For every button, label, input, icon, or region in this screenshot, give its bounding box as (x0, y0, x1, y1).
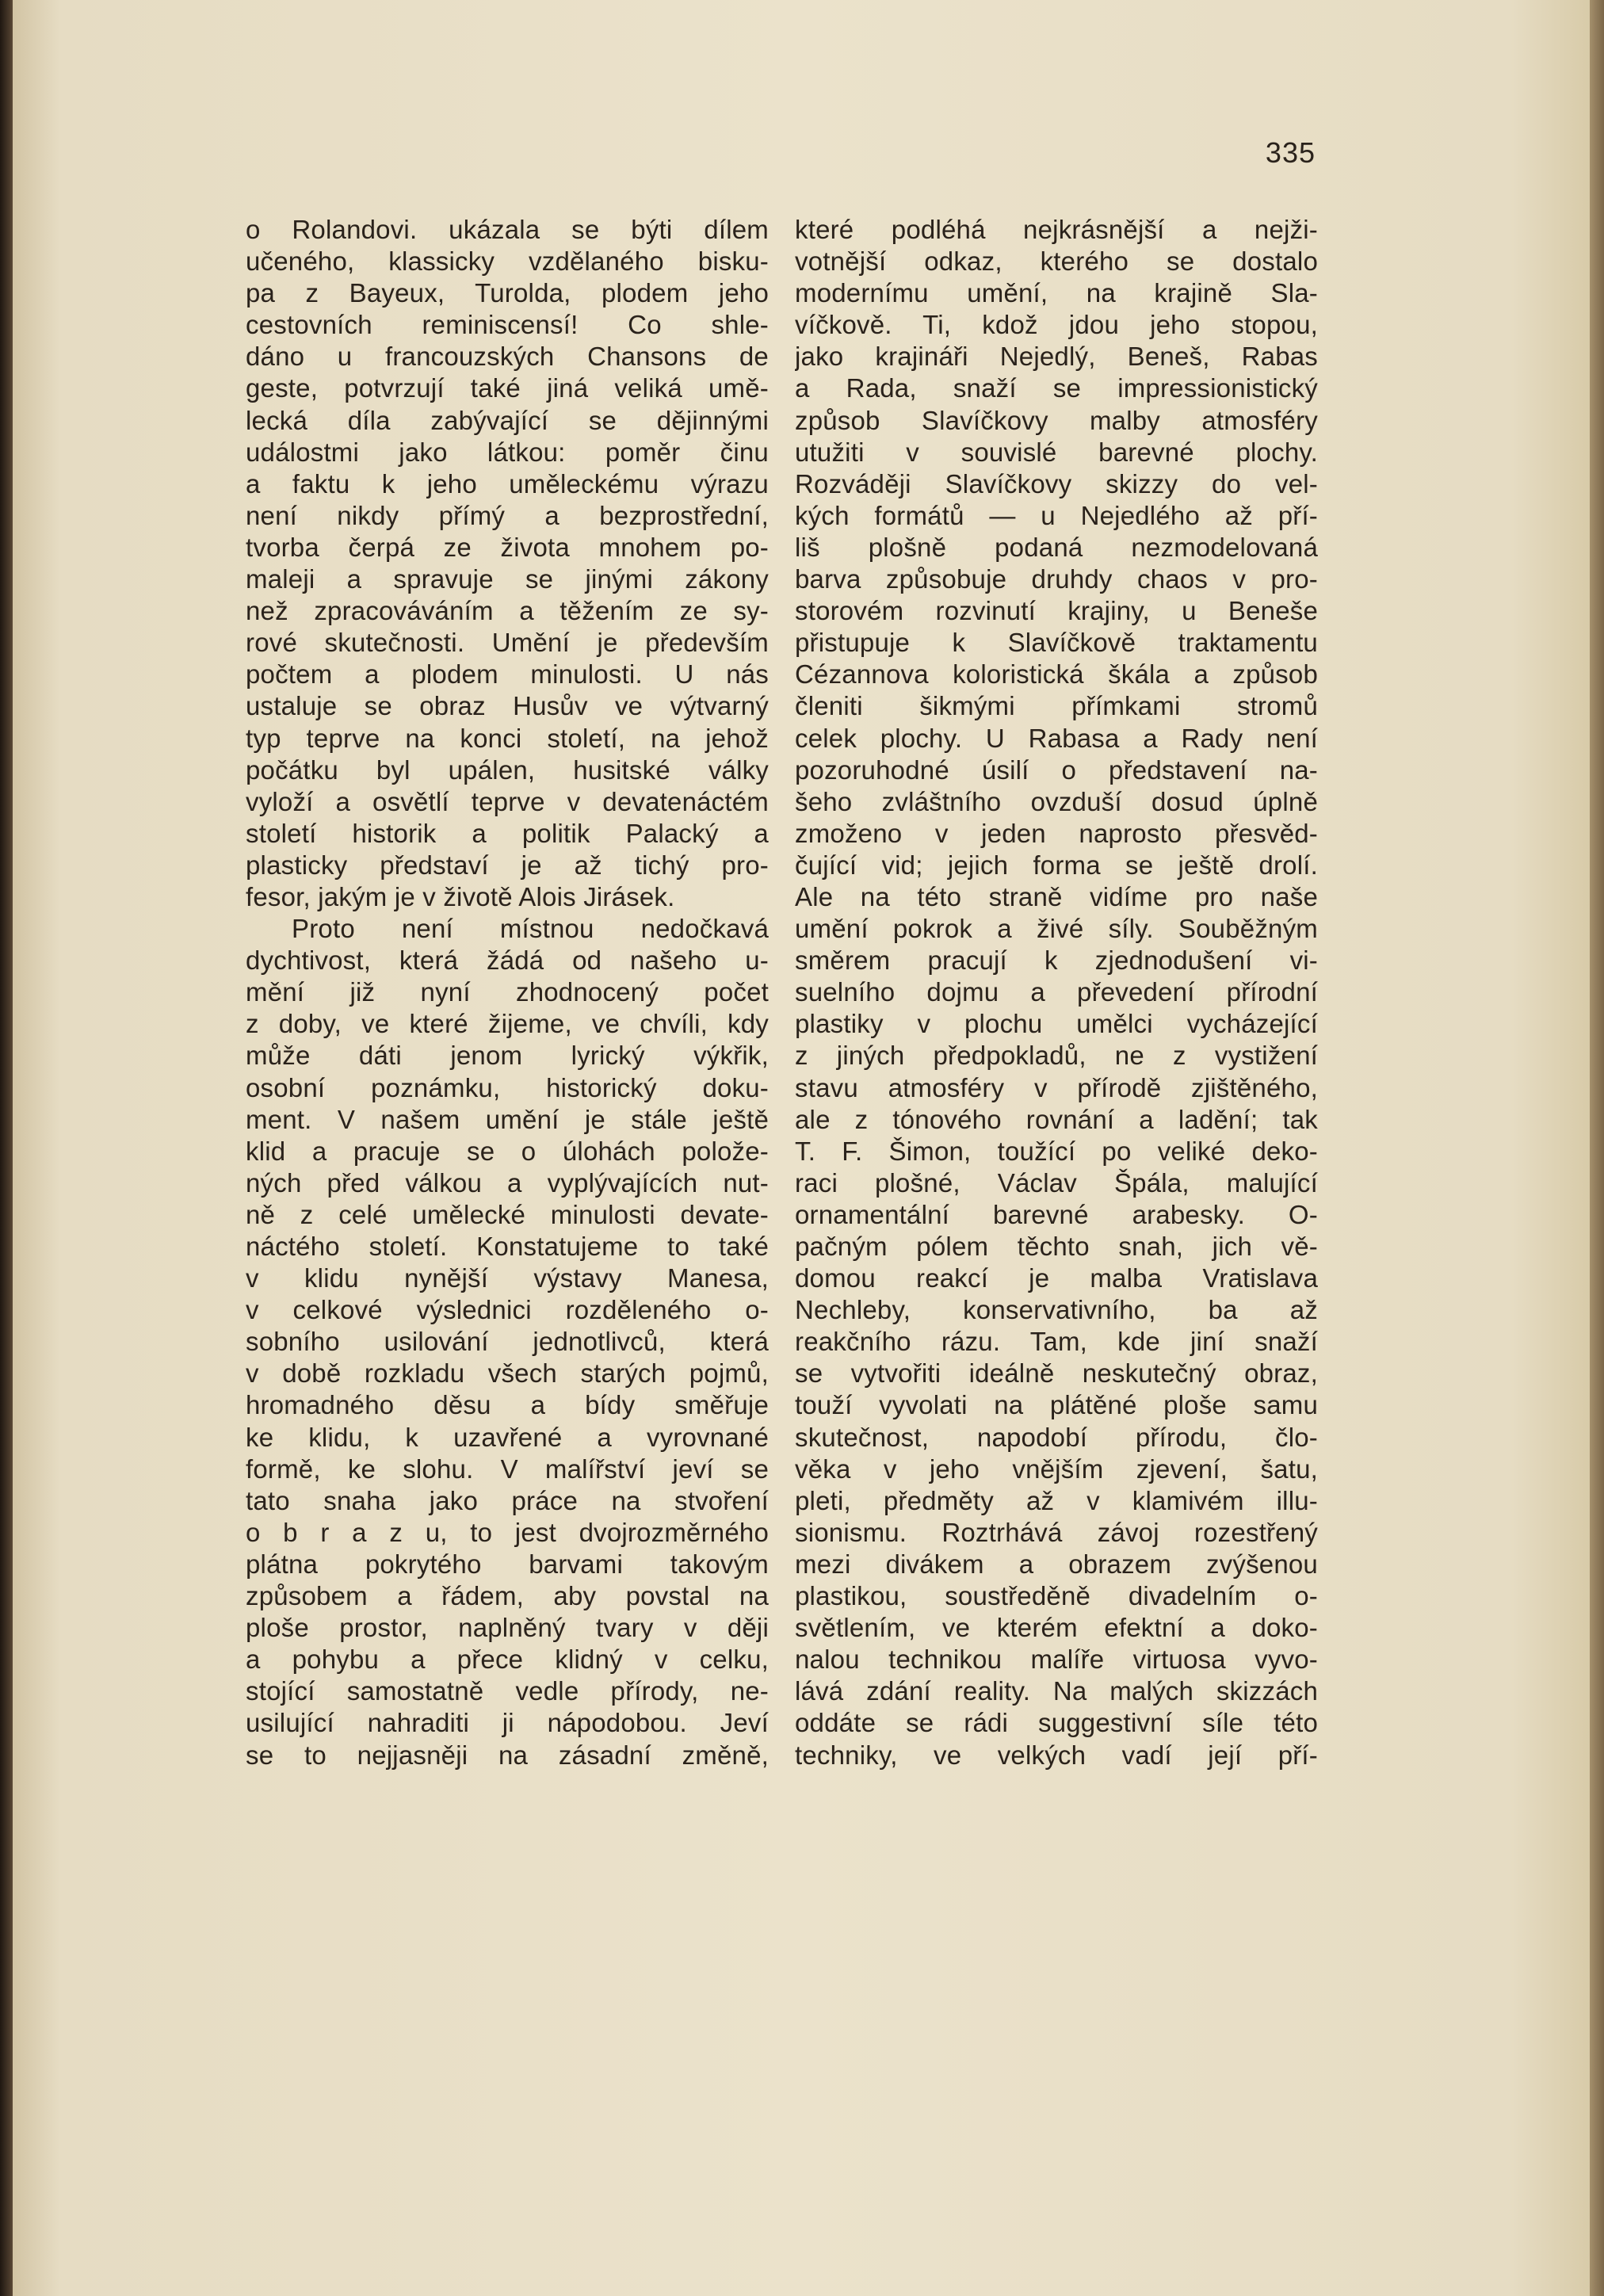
text-line: přistupuje k Slavíčkově traktamentu (795, 628, 1318, 658)
text-line: maleji a spravuje se jinými zákony (246, 564, 769, 594)
text-line: typ teprve na konci století, na jehož (246, 723, 769, 753)
text-line: modernímu umění, na krajině Sla- (795, 278, 1318, 308)
text-line: v klidu nynější výstavy Manesa, (246, 1263, 769, 1293)
text-line: tvorba čerpá ze života mnohem po- (246, 532, 769, 562)
text-line: Nechleby, konservativního, ba až (795, 1295, 1318, 1325)
text-line: suelního dojmu a převedení přírodní (795, 977, 1318, 1007)
text-line: rové skutečnosti. Umění je především (246, 628, 769, 658)
text-line: fesor, jakým je v životě Alois Jirásek. (246, 881, 675, 911)
text-line: nalou technikou malíře virtuosa vyvo- (795, 1645, 1318, 1675)
text-line: raci plošné, Václav Špála, malující (795, 1167, 1318, 1198)
text-line: Proto není místnou nedočkavá (292, 914, 769, 944)
text-line: způsobem a řádem, aby povstal na (246, 1581, 769, 1611)
text-line: dychtivost, která žádá od našeho u- (246, 946, 769, 976)
text-line: v celkové výslednici rozděleného o- (246, 1295, 769, 1325)
text-line: ploše prostor, naplněný tvary v ději (246, 1613, 769, 1643)
page-number: 335 (1265, 136, 1316, 169)
text-line: počátku byl upálen, husitské války (246, 755, 769, 785)
text-line: techniky, ve velkých vadí její pří- (795, 1740, 1318, 1770)
text-line: o b r a z u, to jest dvojrozměrného (246, 1517, 769, 1547)
text-line: z jiných předpokladů, ne z vystižení (795, 1041, 1318, 1071)
text-line: směrem pracují k zjednodušení vi- (795, 946, 1318, 976)
text-line: mění již nyní zhodnocený počet (246, 977, 769, 1007)
text-line: a pohybu a přece klidný v celku, (246, 1645, 769, 1675)
text-line: ně z celé umělecké minulosti devate- (246, 1199, 769, 1229)
text-line: událostmi jako látkou: poměr činu (246, 437, 769, 467)
text-line: liš plošně podaná nezmodelovaná (795, 532, 1318, 562)
text-line: členiti šikmými přímkami stromů (795, 691, 1318, 721)
text-line: pačným pólem těchto snah, jich vě- (795, 1232, 1318, 1261)
text-line: se vytvořiti ideálně neskutečný obraz, (795, 1358, 1318, 1389)
text-line: a Rada, snaží se impressionistický (795, 373, 1318, 403)
text-line: ment. V našem umění je stále ještě (246, 1104, 769, 1134)
text-line: plastiky v plochu umělci vycházející (795, 1009, 1318, 1039)
text-line: storovém rozvinutí krajiny, u Beneše (795, 596, 1318, 626)
text-line: klid a pracuje se o úlohách polože- (246, 1136, 769, 1166)
text-line: ustaluje se obraz Husův ve výtvarný (246, 691, 769, 721)
text-line: způsob Slavíčkovy malby atmosféry (795, 405, 1318, 435)
text-line: pa z Bayeux, Turolda, plodem jeho (246, 278, 769, 308)
text-line: Cézannova koloristická škála a způsob (795, 659, 1318, 690)
text-line: o Rolandovi. ukázala se býti dílem (246, 215, 769, 244)
text-line: plasticky představí je až tichý pro- (246, 850, 769, 880)
text-line: domou reakcí je malba Vratislava (795, 1263, 1318, 1293)
text-line: barva způsobuje druhdy chaos v pro- (795, 564, 1318, 594)
text-line: náctého století. Konstatujeme to také (246, 1232, 769, 1261)
text-line: Ale na této straně vidíme pro naše (795, 881, 1318, 911)
text-line: víčkově. Ti, kdož jdou jeho stopou, (795, 310, 1318, 340)
text-line: dáno u francouzských Chansons de (246, 342, 769, 372)
text-line: umění pokrok a živé síly. Souběžným (795, 914, 1318, 944)
text-line: věka v jeho vnějším zjevení, šatu, (795, 1454, 1318, 1484)
text-line: utužiti v souvislé barevné plochy. (795, 437, 1318, 467)
text-line: jako krajináři Nejedlý, Beneš, Rabas (795, 342, 1318, 372)
text-line: oddáte se rádi suggestivní síle této (795, 1708, 1318, 1738)
text-line: usilující nahraditi ji nápodobou. Jeví (246, 1708, 769, 1738)
text-line: geste, potvrzují také jiná veliká umě- (246, 373, 769, 403)
page-edge (1590, 0, 1604, 2296)
text-line: učeného, klassicky vzdělaného bisku- (246, 246, 769, 277)
text-line: není nikdy přímý a bezprostřední, (246, 500, 769, 530)
text-line: stavu atmosféry v přírodě zjištěného, (795, 1072, 1318, 1102)
text-line: formě, ke slohu. V malířství jeví se (246, 1454, 769, 1484)
text-line: skutečnost, napodobí přírodu, člo- (795, 1422, 1318, 1452)
text-line: touží vyvolati na plátěné ploše samu (795, 1390, 1318, 1420)
text-line: ných před válkou a vyplývajících nut- (246, 1167, 769, 1198)
text-line: mezi divákem a obrazem zvýšenou (795, 1549, 1318, 1579)
text-line: reakčního rázu. Tam, kde jiní snaží (795, 1327, 1318, 1357)
text-line: hromadného děsu a bídy směřuje (246, 1390, 769, 1420)
text-line: může dáti jenom lyrický výkřik, (246, 1041, 769, 1071)
left-text-column (246, 214, 769, 1771)
text-line: z doby, ve které žijeme, ve chvíli, kdy (246, 1009, 769, 1039)
text-line: pozoruhodné úsilí o představení na- (795, 755, 1318, 785)
text-line: cestovních reminiscensí! Co shle- (246, 310, 769, 340)
text-line: stojící samostatně vedle přírody, ne- (246, 1676, 769, 1706)
text-line: ornamentální barevné arabesky. O- (795, 1199, 1318, 1229)
text-line: vyloží a osvětlí teprve v devatenáctém (246, 786, 769, 816)
text-line: lecká díla zabývající se dějinnými (246, 405, 769, 435)
text-line: ale z tónového rovnání a ladění; tak (795, 1104, 1318, 1134)
text-line: votnější odkaz, kterého se dostalo (795, 246, 1318, 277)
text-line: a faktu k jeho uměleckému výrazu (246, 468, 769, 499)
text-line: plátna pokrytého barvami takovým (246, 1549, 769, 1579)
text-line: šeho zvláštního ovzduší dosud úplně (795, 786, 1318, 816)
text-line: sionismu. Roztrhává závoj rozestřený (795, 1517, 1318, 1547)
text-line: počtem a plodem minulosti. U nás (246, 659, 769, 690)
text-line: zmoženo v jeden naprosto přesvěd- (795, 818, 1318, 848)
text-line: světlením, ve kterém efektní a doko- (795, 1613, 1318, 1643)
text-line: než zpracováváním a těžením ze sy- (246, 596, 769, 626)
text-line: kých formátů — u Nejedlého až pří- (795, 500, 1318, 530)
text-line: celek plochy. U Rabasa a Rady není (795, 723, 1318, 753)
text-line: osobní poznámku, historický doku- (246, 1072, 769, 1102)
text-line: T. F. Šimon, toužící po veliké deko- (795, 1136, 1318, 1166)
text-line: se to nejjasněji na zásadní změně, (246, 1740, 769, 1770)
right-text-column (795, 214, 1318, 1771)
text-line: ke klidu, k uzavřené a vyrovnané (246, 1422, 769, 1452)
text-line: pleti, předměty až v klamivém illu- (795, 1485, 1318, 1515)
text-line: lává zdání reality. Na malých skizzách (795, 1676, 1318, 1706)
text-line: plastikou, soustředěně divadelním o- (795, 1581, 1318, 1611)
text-line: které podléhá nejkrásnější a nejži- (795, 215, 1318, 244)
text-line: čující vid; jejich forma se ještě drolí. (795, 850, 1318, 880)
text-line: sobního usilování jednotlivců, která (246, 1327, 769, 1357)
text-line: tato snaha jako práce na stvoření (246, 1485, 769, 1515)
text-line: století historik a politik Palacký a (246, 818, 769, 848)
text-line: v době rozkladu všech starých pojmů, (246, 1358, 769, 1389)
text-line: Rozváději Slavíčkovy skizzy do vel- (795, 468, 1318, 499)
